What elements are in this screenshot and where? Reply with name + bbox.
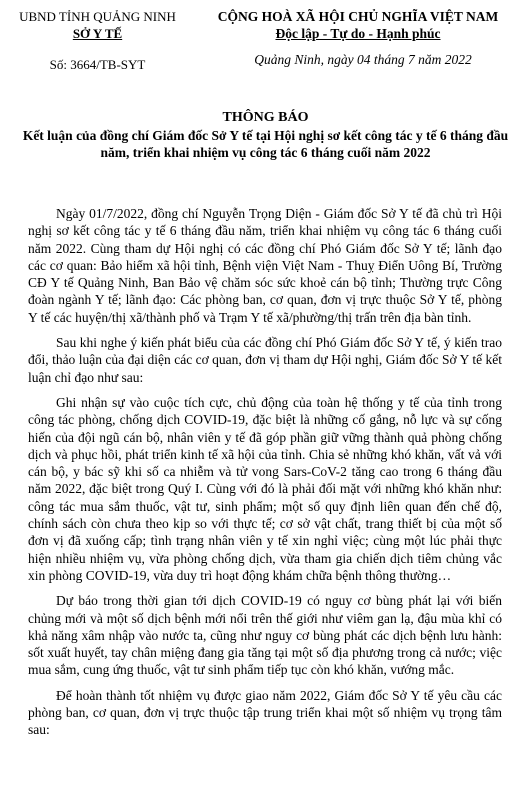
org-name: UBND TỈNH QUẢNG NINH: [19, 9, 176, 24]
nation-name: CỘNG HOÀ XÃ HỘI CHỦ NGHĨA VIỆT NAM: [217, 9, 499, 24]
paragraph: Ghi nhận sự vào cuộc tích cực, chủ động của toàn hệ thống y tế của tỉnh trong công tác phòng, chống dịch COVID-19, đặc biệt là những cố gắng, nỗ lực và sự cống hiến của đội ngũ cán bộ, nhân viên y tế đã góp phần giữ vững thành quả phòng chống dịch và phục hồi, phát triển kinh tế xã hội của tỉnh. Chia sẻ những khó khăn, vất vả với cán bộ, y bác sỹ khi số ca nhiễm và tử vong Sars-CoV-2 tăng cao trong 6 tháng đầu năm 2022, đặc biệt trong Quý I. Cùng với đó là phải đối mặt với những khó khăn như: công tác mua sắm thuốc, vật tư, sinh phẩm; một số quy định liên quan đến chế độ, chính sách còn chưa theo kịp so với thực tế; cơ sở vật chất, trang thiết bị của một số đơn vị đã xuống cấp; tình trạng nhân viên y tế xin nghỉ việc; cùng một lúc phải thực hiện nhiều nhiệm vụ, vừa phòng chống dịch, vừa tham gia chiến dịch tiêm chủng vắc xin phòng COVID-19, vừa duy trì hoạt động khám chữa bệnh thông thường…: [28, 394, 502, 583]
doc-title: THÔNG BÁO: [222, 110, 309, 125]
doc-subtitle: Kết luận của đồng chí Giám đốc Sở Y tế tại Hội nghị sơ kết công tác y tế 6 tháng đầu năm, triển khai nhiệm vụ công tác 6 tháng cuối năm 2022: [22, 128, 509, 160]
issuer-block: [10, 8, 185, 73]
doc-body: [28, 205, 502, 747]
national-header: [190, 8, 526, 42]
motto: Độc lập - Tự do - Hạnh phúc: [275, 26, 441, 41]
paragraph: Dự báo trong thời gian tới dịch COVID-19 có nguy cơ bùng phát lại với biến chủng mới và một số dịch bệnh mới nổi trên thế giới như viêm gan lạ, đậu mùa khỉ có khả năng xâm nhập vào nước ta, cũng như nguy cơ bùng phát các dịch bệnh lưu hành: sốt xuất huyết, tay chân miệng đang gia tăng tại một số địa phương trong cả nước; việc mua sắm, cung ứng thuốc, vật tư sinh phẩm tiếp tục còn khó khăn, vướng mắc.: [28, 593, 502, 678]
dept-name: SỞ Y TẾ: [72, 26, 123, 41]
paragraph: Ngày 01/7/2022, đồng chí Nguyễn Trọng Diện - Giám đốc Sở Y tế đã chủ trì Hội nghị sơ kết công tác y tế 6 tháng đầu năm, triển khai nhiệm vụ công tác 6 tháng cuối năm 2022. Cùng tham dự Hội nghị có các đồng chí Phó Giám đốc Sở Y tế; lãnh đạo các cơ quan: Bảo hiểm xã hội tỉnh, Bệnh viện Việt Nam - Thuỵ Điển Uông Bí, Trường CĐ Y tế Quảng Ninh, Ban Bảo vệ chăm sóc sức khoẻ cán bộ tỉnh; Thường trực Công đoàn ngành Y tế; lãnh đạo: Các phòng ban, cơ quan, đơn vị trực thuộc Sở Y tế, phòng Y tế các huyện/thị xã/thành phố và Trạm Y tế xã/phường/thị trấn trên địa bàn tỉnh.: [28, 206, 502, 325]
issue-date: Quảng Ninh, ngày 04 tháng 7 năm 2022: [254, 52, 472, 67]
paragraph: Sau khi nghe ý kiến phát biểu của các đồng chí Phó Giám đốc Sở Y tế, ý kiến trao đổi, thảo luận của đại diện các cơ quan, đơn vị tham dự Hội nghị, Giám đốc Sở Y tế kết luận chỉ đạo như sau:: [28, 335, 502, 385]
doc-number: Số: 3664/TB-SYT: [49, 57, 146, 72]
paragraph: Để hoàn thành tốt nhiệm vụ được giao năm 2022, Giám đốc Sở Y tế yêu cầu các phòng ban, cơ quan, đơn vị trực thuộc tập trung triển khai một số nhiệm vụ trọng tâm sau:: [28, 687, 502, 738]
